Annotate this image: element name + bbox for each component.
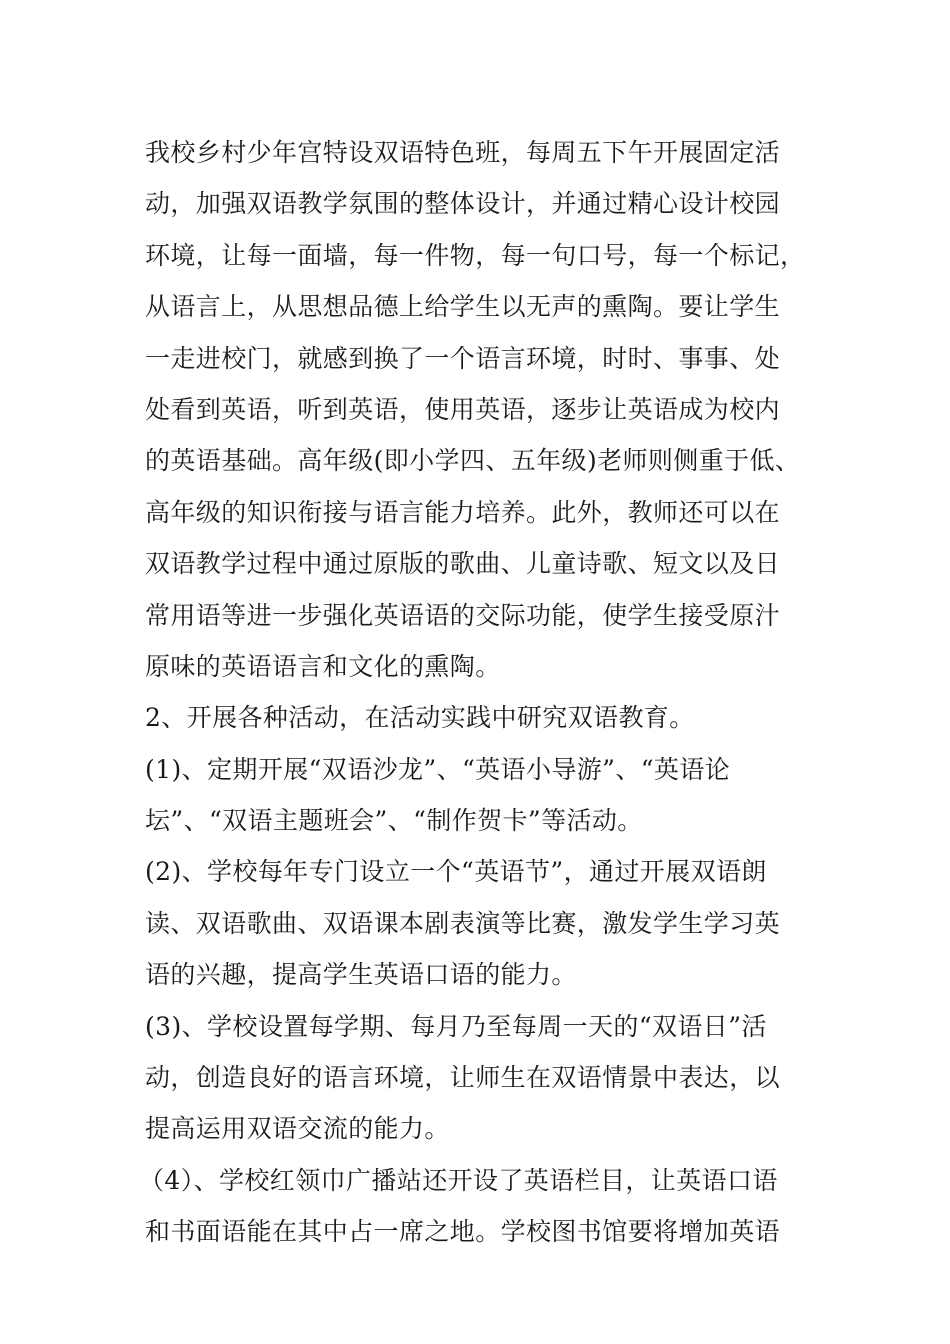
text-line: 常用语等进一步强化英语语的交际功能，使学生接受原汁 xyxy=(145,600,781,630)
list-item-line: 坛”、“双语主题班会”、“制作贺卡”等活动。 xyxy=(145,806,643,836)
list-item-line: 和书面语能在其中占一席之地。学校图书馆要将增加英语 xyxy=(145,1217,781,1247)
text-line: 处看到英语，听到英语，使用英语，逐步让英语成为校内 xyxy=(145,394,781,424)
body-text xyxy=(139,130,810,1261)
text-line: 我校乡村少年宫特设双语特色班，每周五下午开展固定活 xyxy=(145,138,781,167)
list-item-line: 提高运用双语交流的能力。 xyxy=(145,1114,450,1144)
list-item-line: (1)、定期开展“双语沙龙”、“英语小导游”、“英语论 xyxy=(145,754,731,784)
section-heading: 2、开展各种活动，在活动实践中研究双语教育。 xyxy=(145,703,695,733)
list-item-line: (2)、学校每年专门设立一个“英语节”，通过开展双语朗 xyxy=(145,857,767,887)
list-item-line: 语的兴趣，提高学生英语口语的能力。 xyxy=(145,960,577,990)
text-line: 双语教学过程中通过原版的歌曲、儿童诗歌、短文以及日 xyxy=(145,549,781,579)
text-line: 从语言上，从思想品德上给学生以无声的熏陶。要让学生 xyxy=(145,292,781,322)
text-line: 环境，让每一面墙，每一件物，每一句口号，每一个标记， xyxy=(145,240,806,270)
text-line: 的英语基础。高年级(即小学四、五年级)老师则侧重于低、 xyxy=(145,446,801,476)
list-item-line: 动，创造良好的语言环境，让师生在双语情景中表达，以 xyxy=(145,1063,781,1093)
text-line: 一走进校门，就感到换了一个语言环境，时时、事事、处 xyxy=(145,343,781,373)
list-item-line: （4）、学校红领巾广播站还开设了英语栏目，让英语口语 xyxy=(139,1165,778,1195)
text-line: 原味的英语语言和文化的熏陶。 xyxy=(145,651,501,681)
text-line: 动，加强双语教学氛围的整体设计，并通过精心设计校园 xyxy=(145,189,781,219)
list-item-line: (3)、学校设置每学期、每月乃至每周一天的“双语日”活 xyxy=(145,1011,767,1041)
list-item-line: 读、双语歌曲、双语课本剧表演等比赛，激发学生学习英 xyxy=(145,908,781,938)
text-line: 高年级的知识衔接与语言能力培养。此外，教师还可以在 xyxy=(145,497,781,527)
